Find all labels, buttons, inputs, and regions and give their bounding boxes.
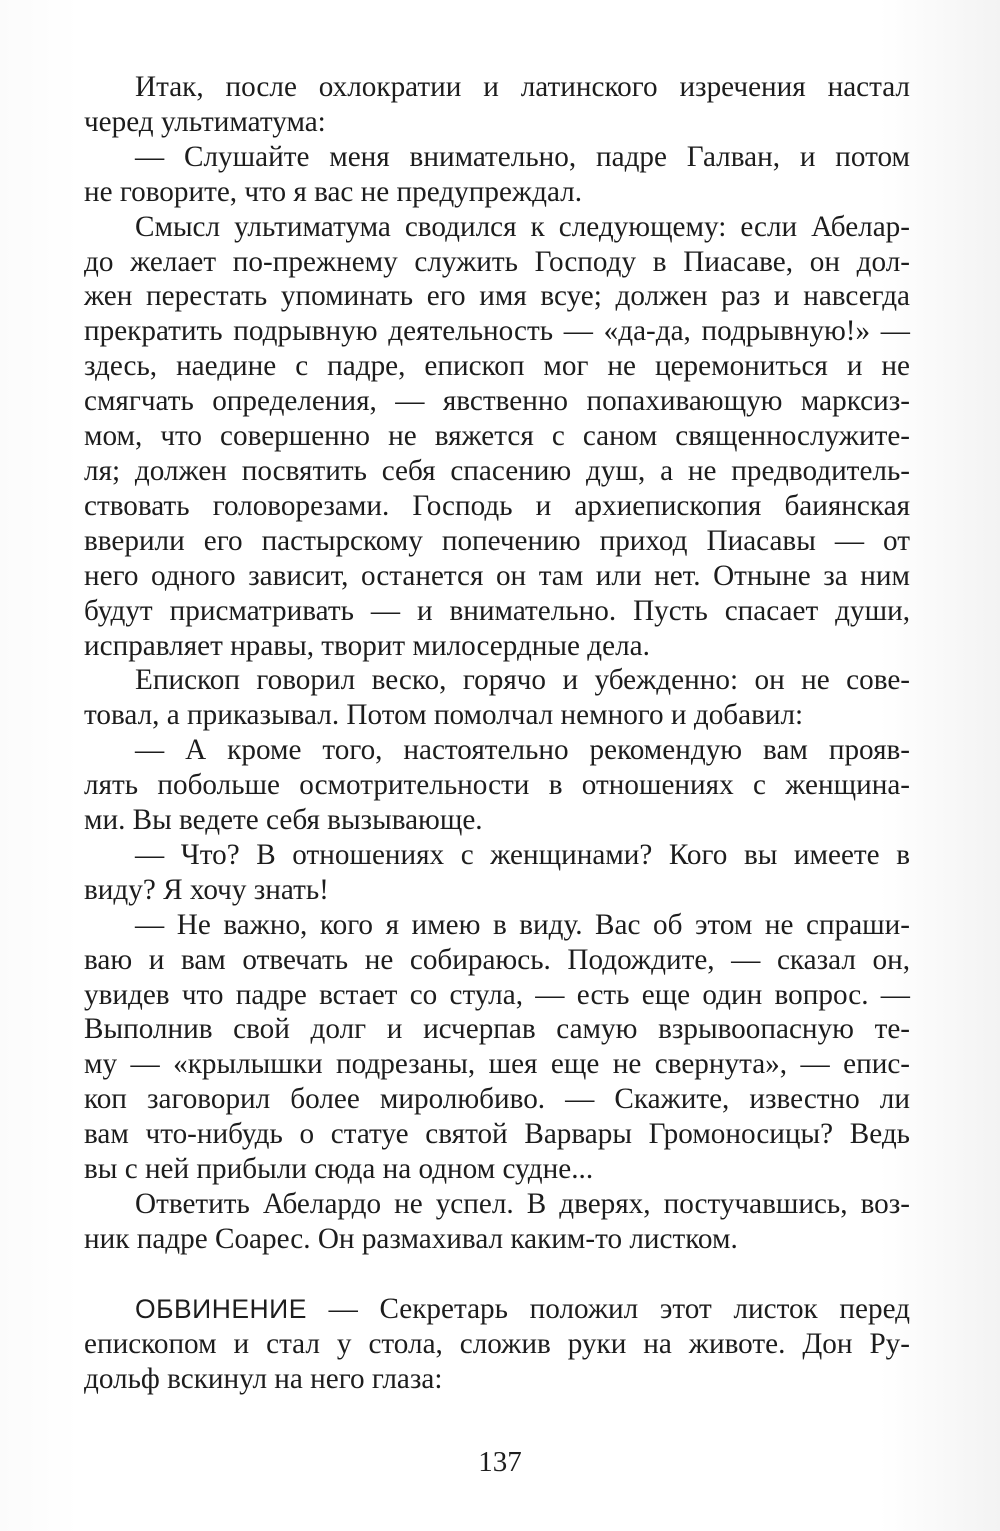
text-line: черед ультиматума: <box>84 105 326 138</box>
text-line: вам что-нибудь о статуе святой Варвары Громоносицы? Ведь <box>84 1118 910 1151</box>
text-line: вы с ней прибыли сюда на одном судне... <box>84 1153 594 1186</box>
text-line: виду? Я хочу знать! <box>84 873 329 906</box>
paragraph <box>84 140 910 210</box>
paragraph <box>84 1187 910 1257</box>
text-line: Ответить Абелардо не успел. В дверях, постучавшись, воз- <box>135 1188 910 1220</box>
text-line: му — «крылышки подрезаны, шея еще не свернута», — епис- <box>84 1048 910 1081</box>
text-line: ваю и вам отвечать не собираюсь. Подождите, — сказал он, <box>84 943 910 976</box>
text-line: увидев что падре встает со стула, — есть еще один вопрос. — <box>84 978 910 1011</box>
text-line: епископом и стал у стола, сложив руки на животе. Дон Ру- <box>84 1327 910 1360</box>
text-column <box>84 70 910 1397</box>
text-line: вверили его пастырскому попечению приход Пиасавы — от <box>84 524 910 557</box>
text-line: до желает по-прежнему служить Господу в Пиасаве, он дол- <box>84 245 910 278</box>
text-line: мом, что совершенно не вяжется с саном священнослужите- <box>84 420 910 453</box>
section-gap <box>84 1257 910 1292</box>
text-fragment: — Секретарь положил этот листок перед <box>306 1292 910 1325</box>
text-line: Епископ говорил веско, горячо и убежденно: он не сове- <box>135 664 910 697</box>
text-line: смягчать определения, — явственно попахивающую марксиз- <box>84 385 910 418</box>
section-paragraph <box>84 1292 910 1397</box>
text-line: товал, а приказывал. Потом помолчал немного и добавил: <box>84 699 804 732</box>
text-line: — Что? В отношениях с женщинами? Кого вы имеете в <box>135 838 910 871</box>
text-line: исправляет нравы, творит милосердные дела. <box>84 629 650 662</box>
text-line: — А кроме того, настоятельно рекомендую вам прояв- <box>135 734 910 767</box>
text-line: — Не важно, кого я имею в виду. Вас об этом не спраши- <box>135 908 910 941</box>
page-number: 137 <box>478 1446 522 1478</box>
paragraph <box>84 70 910 140</box>
text-line: не говорите, что я вас не предупреждал. <box>84 175 583 208</box>
text-line: ми. Вы ведете себя вызывающе. <box>84 804 483 837</box>
text-line: жен перестать упоминать его имя всуе; должен раз и навсегда <box>84 280 910 313</box>
text-line <box>84 1292 910 1327</box>
paragraph <box>84 733 910 838</box>
text-line: будут присматривать — и внимательно. Пусть спасает души, <box>84 594 910 627</box>
text-line: Смысл ультиматума сводился к следующему: если Абелар- <box>135 210 910 243</box>
paragraph <box>84 210 910 664</box>
text-line: Итак, после охлократии и латинского изречения настал <box>135 71 910 103</box>
text-line: него одного зависит, останется он там или нет. Отныне за ним <box>84 559 910 592</box>
text-line: дольф вскинул на него глаза: <box>84 1362 443 1395</box>
paragraph <box>84 838 910 908</box>
text-line: ля; должен посвятить себя спасению душ, а не предводитель- <box>84 454 910 487</box>
paragraph <box>84 908 910 1187</box>
text-line: лять побольше осмотрительности в отношениях с женщина- <box>84 769 910 802</box>
paragraph <box>84 663 910 733</box>
text-line: коп заговорил более миролюбиво. — Скажите, известно ли <box>84 1083 910 1116</box>
section-lead-term: ОБВИНЕНИЕ <box>135 1293 307 1324</box>
text-line: ник падре Соарес. Он размахивал каким-то листком. <box>84 1222 738 1255</box>
text-line: ствовать головорезами. Господь и архиепископия баиянская <box>84 489 910 522</box>
text-line: здесь, наедине с падре, епископ мог не церемониться и не <box>84 350 910 383</box>
text-line: прекратить подрывную деятельность — «да-да, подрывную!» — <box>84 315 910 348</box>
text-line: Выполнив свой долг и исчерпав самую взрывоопасную те- <box>84 1013 910 1046</box>
text-line: — Слушайте меня внимательно, падре Галван, и потом <box>135 140 910 173</box>
